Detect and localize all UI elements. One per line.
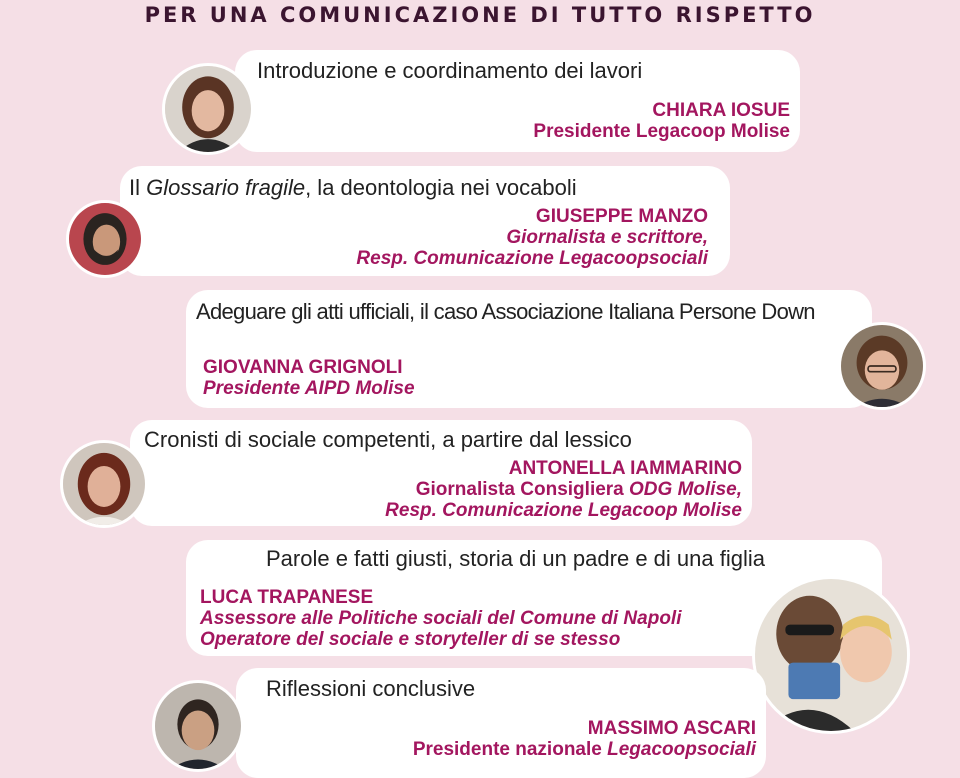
talk-topic: Cronisti di sociale competenti, a partire dal lessico (144, 427, 632, 452)
speaker-3-photo (838, 322, 926, 410)
speaker-name: LUCA TRAPANESE (200, 587, 374, 608)
talk-card-2 (120, 166, 730, 276)
talk-topic: Introduzione e coordinamento dei lavori (257, 58, 643, 83)
speaker-block (385, 458, 742, 521)
talk-topic (129, 175, 577, 201)
role-italic: ODG Molise, (629, 479, 742, 500)
speaker-role: Resp. Comunicazione Legacoop Molise (385, 500, 742, 521)
talk-topic: Parole e fatti giusti, storia di un padre e di una figlia (266, 546, 765, 571)
role-prefix: Presidente nazionale (412, 739, 608, 760)
speaker-role: Giornalista e scrittore, (506, 227, 708, 248)
speaker-2-photo (66, 200, 144, 278)
speaker-block (356, 206, 708, 269)
speaker-role (385, 479, 742, 500)
talk-topic: Adeguare gli atti ufficiali, il caso Associazione Italiana Persone Down (196, 299, 815, 324)
speaker-role: Operatore del sociale e storyteller di se stesso (200, 629, 621, 650)
talk-card-3 (186, 290, 872, 408)
page-title: PER UNA COMUNICAZIONE DI TUTTO RISPETTO (144, 3, 816, 27)
speaker-block (413, 718, 756, 760)
role-prefix: Giornalista Consigliera (415, 479, 630, 500)
speaker-5-photo (752, 576, 910, 734)
topic-suffix: , la deontologia nei vocaboli (305, 175, 577, 200)
speaker-block (533, 100, 790, 142)
talk-card-1 (235, 50, 800, 152)
speaker-name: GIUSEPPE MANZO (535, 206, 708, 227)
speaker-4-photo (60, 440, 148, 528)
talk-topic: Riflessioni conclusive (266, 676, 476, 701)
speaker-name: ANTONELLA IAMMARINO (508, 458, 742, 479)
speaker-1-photo (162, 63, 254, 155)
speaker-role: Assessore alle Politiche sociali del Comune di Napoli (200, 608, 682, 629)
role-italic: Legacoopsociali (607, 739, 756, 760)
speaker-name: CHIARA IOSUE (652, 100, 790, 121)
speaker-6-photo (152, 680, 244, 772)
topic-prefix: Il (129, 175, 147, 200)
speaker-block (203, 357, 415, 399)
speaker-role: Presidente AIPD Molise (203, 378, 415, 399)
speaker-block (200, 587, 682, 650)
speaker-role: Presidente Legacoop Molise (533, 121, 790, 142)
speaker-name: MASSIMO ASCARI (587, 718, 756, 739)
speaker-name: GIOVANNA GRIGNOLI (203, 357, 403, 378)
talk-card-6 (236, 668, 766, 778)
talk-card-4 (130, 420, 752, 526)
topic-italic: Glossario fragile (146, 175, 306, 200)
speaker-role: Resp. Comunicazione Legacoopsociali (356, 248, 708, 269)
